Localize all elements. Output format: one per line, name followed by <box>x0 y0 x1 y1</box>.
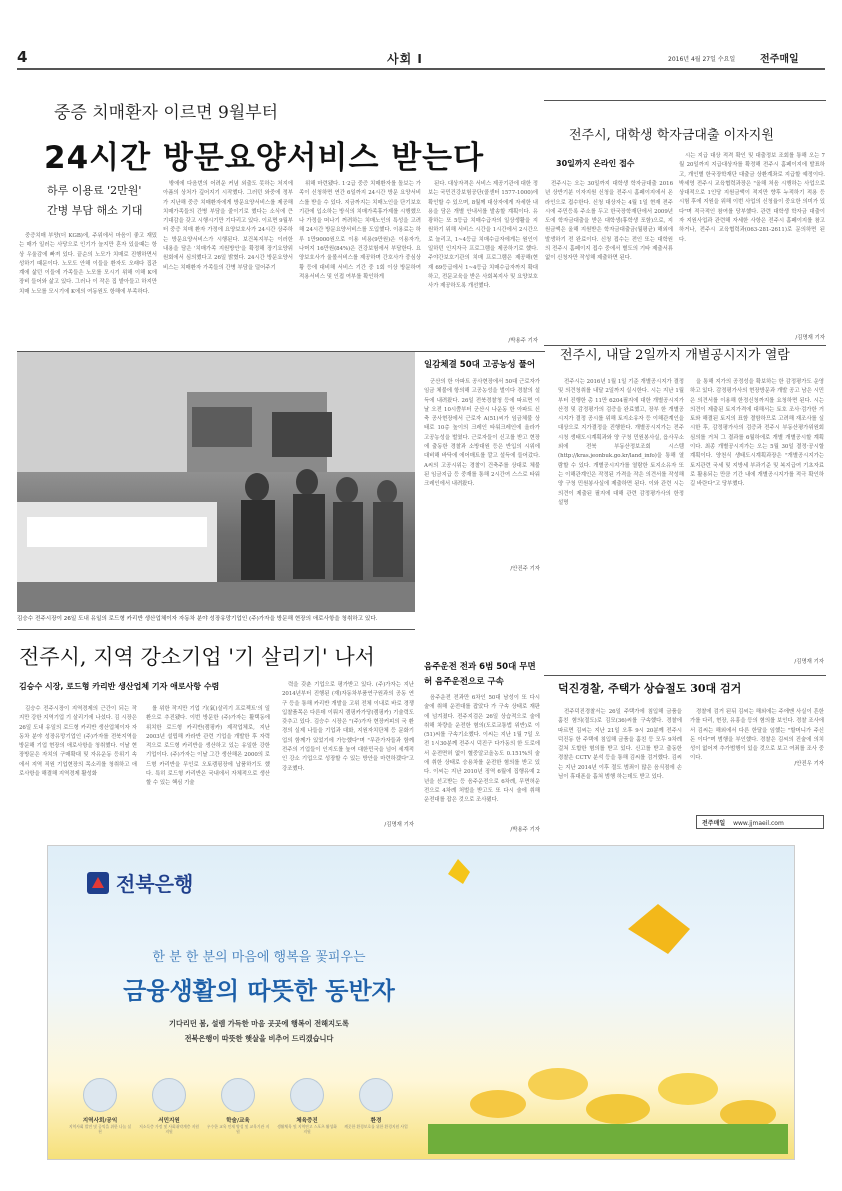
news-photo <box>17 352 415 612</box>
biz-col-1: 김승수 전주시장이 지역경제의 근간이 되는 작지만 강한 지역기업 기 살리기에 나섰다. 김 시장은 26일 도내 유일의 로드형 카리반 생산업체이자 자동차 분야 성장유망기업인 (주)가자를 전북지역을 방문해 기업 현장의 애로사항을 청취했다. 이날 현장방문은 자치의 구매확대 및 자유운동 등위기 속에서 지역 직원 기업현장의 목소리를 청취하고 애로사항을 해결해 지역경제 활성화 <box>19 706 137 778</box>
biz-col-2: 를 위한 작지만 기업 기(氣)살리기 프로젝트'의 일환으로 추진됐다. 이번 방문한 (주)가자는 활택동에 위치한 로드형 카리반(캠핑카) 제작업체로, 지난 2003년 설립해 카라반 관련 기업을 개발한 후 자력적으로 로드형 카리반을 생산하고 있는 유일한 강한 기업이다. (주)가자는 이날 그간 생산해온 2000의 로드형 카리반을 무인로 오토캠핑장에 납품하기도 했다. 특히 로드형 카리반은 국내에서 자체적으로 생산할 수 있는 핵심 기술 <box>146 706 270 787</box>
ad-icon-row <box>68 1078 408 1134</box>
ad-desc-line-2: 전북은행이 따뜻한 햇살을 비추어 드리겠습니다 <box>184 1034 334 1043</box>
bank-advertisement <box>47 845 795 1160</box>
main-byline: /박용주 기자 <box>508 338 538 344</box>
biz-top-rule <box>17 629 415 630</box>
footer-brand: 전주매일 <box>702 820 726 827</box>
arrest-headline: 덕진경찰, 주택가 상습절도 30대 검거 <box>558 682 742 695</box>
main-col-2: 밖에에 다음번의 어려운 커념 외출도 못하는 처지에 아픔의 상처가 깊어지기 시작했다. 그러던 와중에 정부가 지난해 중증 치매환자에게 방문요양서비스를 제공해 치매가족들의 간병 부담을 줄이기로 했다는 소식에 큰 기대감을 갖고 시행시기만 기다리고 있다. 이르면 9월부터 중증 치매 환자 가정에 요양보호사가 24시간 상주하는 방문요양서비스가 시행된다. 보건복지부는 이러한 내용을 담은 '치매가족 지원방안'을 확정해 장기요양위원회에서 심의했다고 26일 밝혔다. 24시간 방문요양서비스는 치매환자 가족들의 간병 부담을 덜어주기 <box>163 181 293 271</box>
main-col-1: 중증치매 부양(더 KGB)에, 주위에서 마음이 좋고 재밌는 매가 일러는 사당으로 인기가 늘지만 혼자 있을때는 항상 우울감에 빠져 있다. 끝순의 노모가 치매로 진행하면서 성하기 때문이다. 노모도 안해 이들을 환자도 오래다 집관계에 삶던 이들에 가족들은 노모를 모시기 위해 이해 K에 장비 들어와 삶고 있다. 그러나 이 작은 집 밭아들고 하지만 치매 노모를 모시기에 K에의 여동원도 항해에 부족하다. <box>19 233 157 295</box>
permit-col-2: 을 통해 지가의 공정성을 확보하는 한 감정평가도 운영하고 있다. 감정평가사의 현장방문과 개발 공고 남은 시민은 의견서를 이용해 한정신청까지를 요청하면 된다. 시는 의견이 제출된 토지가격에 대해서는 토호 조사·검가한 거토와 해결된 토지의 표함 결함하므로 고려해 재조사를 실시한 후, 감정평가사의 검증과 전주시 부동산평가위원회 심의를 거쳐 그 결과를 6월하에로 개별 개별공시할 계획이다. 최종 개별공시지가는 오는 5월 30일 결정·공시할 계획이다. 양천식 생태도시계획과장은 "개별공시지가는 토지관련 국세 및 지방세 부과기준 및 복지급여 기초자료로 활용되는 만큼 기간 내에 개별공시지가를 적극 확인하길 바란다"고 당부했다. /김명재 기자 <box>690 379 824 665</box>
bank-logo <box>86 868 193 897</box>
main-kicker: 중증 치매환자 이르면 9월부터 <box>54 103 279 123</box>
ad-slogan-small: 한 분 한 분의 마음에 행복을 꽃피우는 <box>152 950 366 965</box>
footer-brand-box <box>696 815 824 829</box>
biz-headline: 전주시, 지역 강소기업 '기 살리기' 나서 <box>19 645 375 669</box>
bank-logo-icon <box>86 871 110 895</box>
ad-icon-education: 학술/교육 우수한 교육 인재 양성 및 교육기관 지원 <box>206 1078 270 1134</box>
loan-col-1: 전주시는 오는 30일까지 대학생 학자금대출 2016년 상반기분 이자지원 신청을 전주시 홈페이지에서 온라인으로 접수한다. 신청 대상자는 4월 1일 현재 전주시에 주민등록 주소를 두고 한국장학재단에서 2009년도에 학자금대출을 받은 대학생(휴학생 포함)으로, 지원금액은 올해 지원받은 학자금대출금(월평균) 해외에 발생하기 전 완료이다. 신청 접수는 전인 또는 대학원의 전주시 홈페이지 접수 중에서 별도의 기타 제출서류 없이 신청자만 작성해 제출하면 된다. <box>545 181 673 262</box>
main-headline: 24시간 방문요양서비스 받는다 <box>44 140 485 176</box>
bank-name: 전북은행 <box>116 872 194 896</box>
job-byline: /안진주 기자 <box>510 566 540 572</box>
footer-url[interactable]: www.jjmaeil.com <box>733 820 784 827</box>
community-icon <box>83 1078 117 1112</box>
loan-byline: /김명재 기자 <box>795 335 825 341</box>
flowers-butterflies-illustration <box>428 854 788 1154</box>
drunk-story: 음주운전 전과 6범 50대 무면허 음주운전으로 구속 음주운전 전과만 6차인 50대 남성이 또 다시 술에 취해 운전대를 잡았다 가 구속 상태로 재판에 넘겨졌다. 전주지검은 26일 상습적으로 술에 취해 차량을 운전한 혐의(도로교통법 위반)로 이(51)씨를 구속기소했다. 이씨는 지난 1월 7일 오전 1시30분께 전주시 덕진구 다가동의 한 도로에서 운전면허 없이 혈중알코올농도 0.151%의 술에 취한 상태로 승용차를 운전한 혐의를 받고 있다. 이씨는 지난 2010년 징역 6월에 집행유예 2년을 선고받는 등 음주운전으로 6차례, 무면허운전으로 4차례 처벌을 받고도 또 다시 술에 취해 운전대를 잡은 것으로 조사됐다. /박용주 기자 <box>424 662 540 833</box>
biz-subhead: 김승수 시장, 로드형 카리반 생산업체 기자 애로사항 수렴 <box>19 682 220 691</box>
ad-description <box>104 1016 414 1046</box>
loan-top-rule <box>544 100 826 101</box>
photo-caption: 김승수 전주시장이 26일 도내 유일의 로드형 카리반 생산업체이자 자동차 분야 성장유망기업인 (주)가자을 방문해 현장의 애로사항을 청취하고 있다. <box>17 616 378 622</box>
arrest-col-1: 전주덕진경찰서는 26일 주택가에 침입해 금품을 훔친 혐의(절도)로 김모(36)씨를 구속했다. 경찰에 따르면 김씨는 지난 21일 오후 9시 20분께 전주시 덕진동 한 주택에 침입해 금품을 훔친 등 모두 9차례 걸쳐 도합한 혐의를 받고 있다. 신고를 받고 출동한 경찰은 CCTV 분석 등을 통해 김씨를 검거했다. 김씨는 지난 2014년 이후 절도 범죄이 많은 음식점에 손님이 휴대폰을 흡쳐 범행 하는데도 받고 있다. <box>558 709 682 781</box>
issue-date: 2016년 4월 27일 수요일 <box>668 56 736 63</box>
biz-byline: /김명재 기자 <box>384 822 414 828</box>
ad-icon-support: 서민지원 저소득층 가정 및 사회취약계층 지원 지원 <box>137 1078 201 1134</box>
permit-col-1: 전주시는 2016년 1월 1일 기준 개별공시지가 결정 및 의견청취를 내달 2일까지 실시한다. 시는 지난 1월부터 진행한 총 11만 6204필지에 대한 개별공시지가 산정 및 감정평가의 검증을 완료했고, 장부 한 개별공시지가 결정 공시를 위해 토지소유자 등 이해관계인을 대상으로 지가결정을 진행한다. 개별공시지가는 전주시청 생태도시계획과와 양 구청 민원봉사실, 읍사무소 외에 전북 부동산정보조회 시스템(http://kras.jeonbuk.go.kr/land_info)을 통해 열람할 수 있다. 개별공시지가를 열람한 토지소유자 또는 이해관계인은 작정된 가격을 작은 의견서를 작성해 양 구청 민원봉사실에 제출하면 된다. 이와 관련 시는 의견이 제출된 필지에 대해 관련 감정평가사의 한정 설명 <box>558 379 684 506</box>
ad-slogan <box>104 946 414 1006</box>
ad-icon-community: 지역사회/공익 지역사회 발전 및 공익을 위한 나눔 실천 <box>68 1078 132 1134</box>
page-number: 4 <box>17 48 28 66</box>
newspaper-brand: 전주매일 <box>760 54 799 65</box>
arrest-top-rule <box>544 675 826 676</box>
support-icon <box>152 1078 186 1112</box>
drunk-byline: /박용주 기자 <box>510 827 540 833</box>
section-title: 사회 I <box>387 52 423 66</box>
permit-headline: 전주시, 내달 2일까지 개별공시지가 열람 <box>560 348 790 363</box>
arrest-byline: /안진우 기자 <box>794 761 824 767</box>
permit-byline: /김명재 기자 <box>794 659 824 665</box>
sports-icon <box>290 1078 324 1112</box>
job-story: 일감체결 50대 고공농성 풀어 군산의 한 아파트 공사현장에서 50대 근로자가 임금 체불에 항의해 고공농성을 벌이다 경찰의 설득에 내려왔다. 26일 전북경찰청 등에 따르면 이날 오전 10시쯤부터 군산시 나운동 한 아파트 신축 공사현장에서 근로자 A(51)씨가 임금체불 상태로 10층 높이의 크레인 타워크레인에 올라가 고공농성을 벌였다. 근로자들이 신고를 받고 현장에 출동한 경찰과 소방대원 등은 반입의 시위에 대비해 바닥에 에어매트를 깔고 설득에 들어갔다. A씨의 고공시위는 경찰이 건축주를 상대로 체불된 임금지급 등 중재를 통해 2시간여 스스로 타워크레인에서 내려왔다. /안진주 기자 <box>424 360 540 572</box>
loan-headline: 전주시, 대학생 학자금대출 이자지원 <box>569 128 774 143</box>
main-col-3: 위해 마련됐다. 1·2급 중증 치매환자를 돌보는 가족이 신청하면 연간 6일까지 24시간 방문 요양서비스를 받을 수 있다. 지금까지는 치매노인을 단기보호기관에 입소하는 방식의 치매가족휴가제를 시행했으나 가정을 떠나기 꺼려하는 치매노인의 특성을 고려해 24시간 방문요양서비스를 도입했다. 이용료는 하루 1만9000원으로 이용 비용(9만원)은 이용자가, 나머지 16만원(84%)은 건강보험에서 부담한다. 요양보호사가 울볼서비스를 제공하며 간호사가 중심상황 등에 대비해 서비스 기간 중 1회 이상 방문하여 적용서비스 및 인접 여부를 확인하게 <box>299 181 421 280</box>
photo-scene <box>17 352 415 612</box>
education-icon <box>221 1078 255 1112</box>
main-subheads <box>47 181 157 221</box>
main-subhead-1: 하루 이용료 '2만원' <box>47 184 142 197</box>
header-rule <box>17 68 825 70</box>
main-subhead-2: 간병 부담 해소 기대 <box>47 204 143 217</box>
arrest-col-2: 경찰에 검거 된뒤 김씨는 해외에는 주에맨 사실이 흔한가를 다리, 현장, 유흥을 등의 혐의를 보인다. 경찰 조사에서 김씨는 해외에서 다른 한달을 임했는 "할머니가 주신 돈 이다"며 범행을 부인했다. 경찰은 김씨의 진술에 의치성이 없어져 추가범행이 있을 것으로 보고 여죄를 조사 중이다. /안진우 기자 <box>690 709 824 767</box>
environment-icon <box>359 1078 393 1112</box>
loan-col-2: 시는 지급 대상 적격 확인 및 대출정보 조회를 통해 오는 7월 20일까지 지급대상자를 확정해 전주시 홈페이지에 발표하고, 개인별 한국장학재단 대출금 상환계좌로 지급할 예정이다. 박세영 전주시 교육협력과장은 "올해 처음 시행하는 사업으로 상대적으로 1인당 지원금액이 적지만 향후 누적하기 적용 등 시험 후에 지원을 위해 이번 사업의 신청율이 중요한 의미가 있다"며 적극적인 참여를 당부했다. 관련 대학생 학자금 대출이자 지원사업과 관련해 자세한 사항은 전주시 홈페이지를 참고하거나, 전주시 교육협력과(063-281-2611)로 문의하면 된다. /김명재 기자 <box>679 153 825 341</box>
main-col-4: 된다. 대상자격은 서비스 제공기관에 대한 정보는 국민건강보험공단(콜센터 1577-1000)에 확인할 수 있으며, 8월께 대상자에게 자세한 내용을 담은 개별 안내서를 발송할 계획이다. 유광하는 또 5등급 치매수급자의 일상생활을 지원하기 위해 서비스 시간을 1시간에서 2시간으로 늘리고, 1~4등급 치매수급자에게는 원인이 일하던 인지자극 프로그램을 제공하기로 했다. 주야간보호기관의 치매 프로그램은 제공해(현재 69등급에서 1~4등급 치매수급자까지 확대하고, 전문교육을 받은 사회복지사 및 요양보호사가 제공하도록 개선했다. /박용주 기자 <box>428 181 539 344</box>
ad-icon-sports: 체육증진 생활체육 및 지역연고 스포츠 활성화 지원 <box>275 1078 339 1134</box>
drunk-headline: 음주운전 전과 6범 50대 무면허 음주운전으로 구속 <box>424 662 536 687</box>
ad-icon-environment: 환경 깨끗한 환경보호를 위한 환경지원 사업 <box>344 1078 408 1134</box>
loan-subhead: 30일까지 온라인 접수 <box>556 159 635 168</box>
ad-desc-line-1: 기다리던 봄, 설렘 가득한 마음 곳곳에 행복이 전해지도록 <box>169 1019 349 1028</box>
biz-col-3: 력을 갖춘 기업으로 평가받고 있다. (주)가자는 지난 2014년부터 진행된 (재)자동차부품연구원과의 공동 연구 등을 통해 카리반 개발을 고위 전체 이내로 바로 경쟁입찰품목은 다른데 이뤄지 캠핑카가당(캠핑카) 기술력도 갖추고 있다. 김승수 시장은 "(주)가자 현장커피의 국 환경의 실제 나들을 기업과 대화, 지원자치단체 등 문화기업의 함께가 있었기에 가능했다"며 "무관가자들과 함께 전주의 기업들이 인지도를 높여 대한민국을 넘어 세계적인 강소 기업으로 성장할 수 있는 방안을 마련하겠다"고 강조했다. /김명재 기자 <box>282 682 414 828</box>
job-subhead: 일감체결 50대 고공농성 풀어 <box>424 360 536 370</box>
ad-slogan-big: 금융생활의 따뜻한 동반자 <box>123 977 395 1005</box>
